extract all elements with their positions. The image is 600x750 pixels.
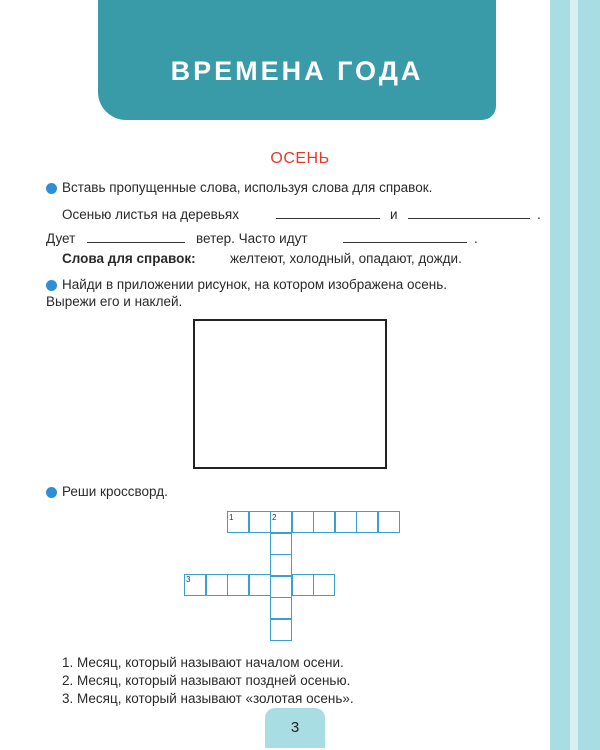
task1-line1-end: .	[537, 207, 541, 222]
side-stripe	[550, 0, 600, 750]
crossword-clue-3: 3. Месяц, который называют «золотая осень».	[62, 691, 354, 706]
task1-line2-middle: ветер. Часто идут	[196, 231, 308, 246]
crossword-cell[interactable]	[270, 533, 292, 555]
page-title: ВРЕМЕНА ГОДА	[170, 56, 424, 86]
crossword-cell[interactable]	[270, 554, 292, 576]
crossword-number-2: 2	[272, 513, 277, 522]
crossword-cell[interactable]	[313, 574, 335, 596]
bullet-icon	[46, 183, 57, 194]
bullet-icon	[46, 280, 57, 291]
crossword-cell[interactable]	[335, 511, 357, 533]
crossword-cell[interactable]	[249, 511, 271, 533]
crossword-cell[interactable]	[249, 574, 271, 596]
task1-line2-end: .	[474, 231, 478, 246]
task3-instruction: Реши кроссворд.	[62, 484, 168, 499]
crossword-cell[interactable]	[227, 574, 249, 596]
answer-blank-3[interactable]	[87, 242, 185, 243]
task1-line2-start: Дует	[46, 231, 76, 246]
crossword-cell[interactable]	[292, 511, 314, 533]
crossword-cell[interactable]	[270, 597, 292, 619]
crossword-cell[interactable]	[206, 574, 228, 596]
crossword-cell[interactable]	[270, 576, 292, 598]
crossword-cell[interactable]	[378, 511, 400, 533]
hint-words: желтеют, холодный, опадают, дожди.	[230, 251, 462, 266]
task1-line1-and: и	[390, 207, 398, 222]
task1-line1-start: Осенью листья на деревьях	[62, 207, 239, 222]
crossword-clue-2: 2. Месяц, который называют поздней осенью.	[62, 673, 351, 688]
crossword-clue-1: 1. Месяц, который называют началом осени.	[62, 655, 344, 670]
picture-paste-box[interactable]	[193, 319, 387, 469]
crossword-number-3: 3	[186, 575, 191, 584]
answer-blank-2[interactable]	[408, 218, 530, 219]
crossword-cell[interactable]	[313, 511, 335, 533]
task2-instruction-line2: Вырежи его и наклей.	[46, 294, 183, 309]
section-title: ОСЕНЬ	[270, 150, 330, 167]
answer-blank-4[interactable]	[343, 242, 467, 243]
task2-instruction-line1: Найди в приложении рисунок, на котором изображена осень.	[62, 277, 448, 292]
page-number: 3	[290, 719, 300, 736]
bullet-icon	[46, 487, 57, 498]
hint-label: Слова для справок:	[62, 251, 196, 266]
header-banner	[98, 0, 496, 120]
page-number-tab	[265, 708, 325, 748]
crossword-cell[interactable]	[292, 574, 314, 596]
task1-instruction: Вставь пропущенные слова, используя слова для справок.	[62, 180, 433, 195]
crossword-number-1: 1	[229, 513, 234, 522]
crossword-cell[interactable]	[270, 619, 292, 641]
crossword-cell[interactable]	[356, 511, 378, 533]
answer-blank-1[interactable]	[276, 218, 380, 219]
side-stripe-highlight	[570, 0, 578, 750]
